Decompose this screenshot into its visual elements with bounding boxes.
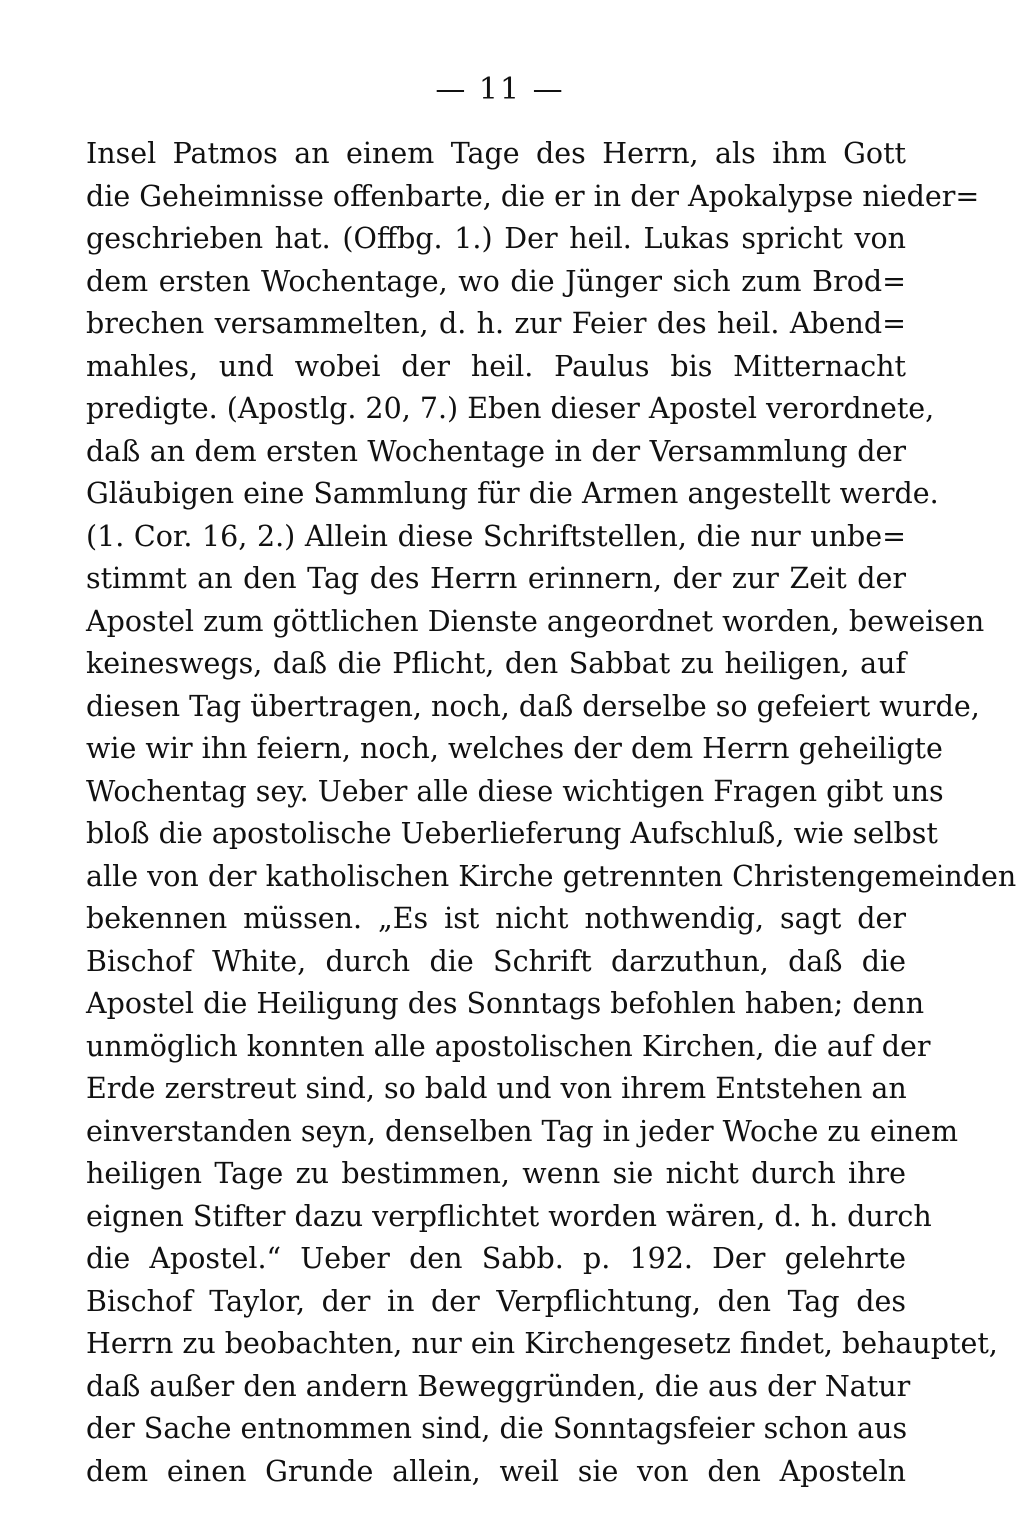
text-line: Insel Patmos an einem Tage des Herrn, als ihm Gott xyxy=(86,137,906,170)
text-line: diesen Tag übertragen, noch, daß derselbe so gefeiert wurde, xyxy=(86,689,980,723)
text-line: stimmt an den Tag des Herrn erinnern, der zur Zeit der xyxy=(86,562,906,595)
text-line: bekennen müssen. „Es ist nicht nothwendig, sagt der xyxy=(86,902,906,935)
text-line: Herrn zu beobachten, nur ein Kirchengesetz findet, behauptet, xyxy=(86,1327,998,1360)
text-line: daß außer den andern Beweggründen, die aus der Natur xyxy=(86,1369,911,1403)
text-line: geschrieben hat. (Offbg. 1.) Der heil. Lukas spricht von xyxy=(86,222,906,255)
page-body-text xyxy=(86,133,1016,1493)
page-number-header: — 11 — xyxy=(435,72,565,107)
text-line: predigte. (Apostlg. 20, 7.) Eben dieser Apostel verordnete, xyxy=(86,392,935,425)
text-line: heiligen Tage zu bestimmen, wenn sie nicht durch ihre xyxy=(86,1157,906,1190)
text-line: Erde zerstreut sind, so bald und von ihrem Entstehen an xyxy=(86,1072,907,1105)
text-line: dem einen Grunde allein, weil sie von den Aposteln xyxy=(86,1454,906,1488)
text-line: bloß die apostolische Ueberlieferung Aufschluß, wie selbst xyxy=(86,817,938,850)
text-line: eignen Stifter dazu verpflichtet worden wären, d. h. durch xyxy=(86,1199,932,1233)
text-line: dem ersten Wochentage, wo die Jünger sich zum Brod= xyxy=(86,264,906,298)
text-line: alle von der katholischen Kirche getrennten Christengemeinden xyxy=(86,859,1016,893)
text-line: wie wir ihn feiern, noch, welches der dem Herrn geheiligte xyxy=(86,732,943,765)
text-line: einverstanden seyn, denselben Tag in jeder Woche zu einem xyxy=(86,1114,959,1148)
text-line: daß an dem ersten Wochentage in der Versammlung der xyxy=(86,434,906,468)
text-line: Gläubigen eine Sammlung für die Armen angestellt werde. xyxy=(86,477,939,510)
text-line: Bischof Taylor, der in der Verpflichtung, den Tag des xyxy=(86,1284,906,1318)
text-line: die Geheimnisse offenbarte, die er in der Apokalypse nieder= xyxy=(86,179,980,213)
text-line: unmöglich konnten alle apostolischen Kirchen, die auf der xyxy=(86,1029,931,1063)
text-line: der Sache entnommen sind, die Sonntagsfeier schon aus xyxy=(86,1412,908,1445)
text-line: Apostel zum göttlichen Dienste angeordnet worden, beweisen xyxy=(86,604,985,638)
text-line: brechen versammelten, d. h. zur Feier des heil. Abend= xyxy=(86,307,906,340)
text-line: die Apostel.“ Ueber den Sabb. p. 192. Der gelehrte xyxy=(86,1242,906,1275)
text-line: keineswegs, daß die Pflicht, den Sabbat zu heiligen, auf xyxy=(86,647,906,680)
text-line: Bischof White, durch die Schrift darzuthun, daß die xyxy=(86,944,906,978)
text-line: Wochentag sey. Ueber alle diese wichtigen Fragen gibt uns xyxy=(86,774,944,808)
text-line: (1. Cor. 16, 2.) Allein diese Schriftstellen, die nur unbe= xyxy=(86,519,906,553)
text-line: mahles, und wobei der heil. Paulus bis Mitternacht xyxy=(86,349,906,383)
text-line: Apostel die Heiligung des Sonntags befohlen haben; denn xyxy=(86,987,925,1020)
